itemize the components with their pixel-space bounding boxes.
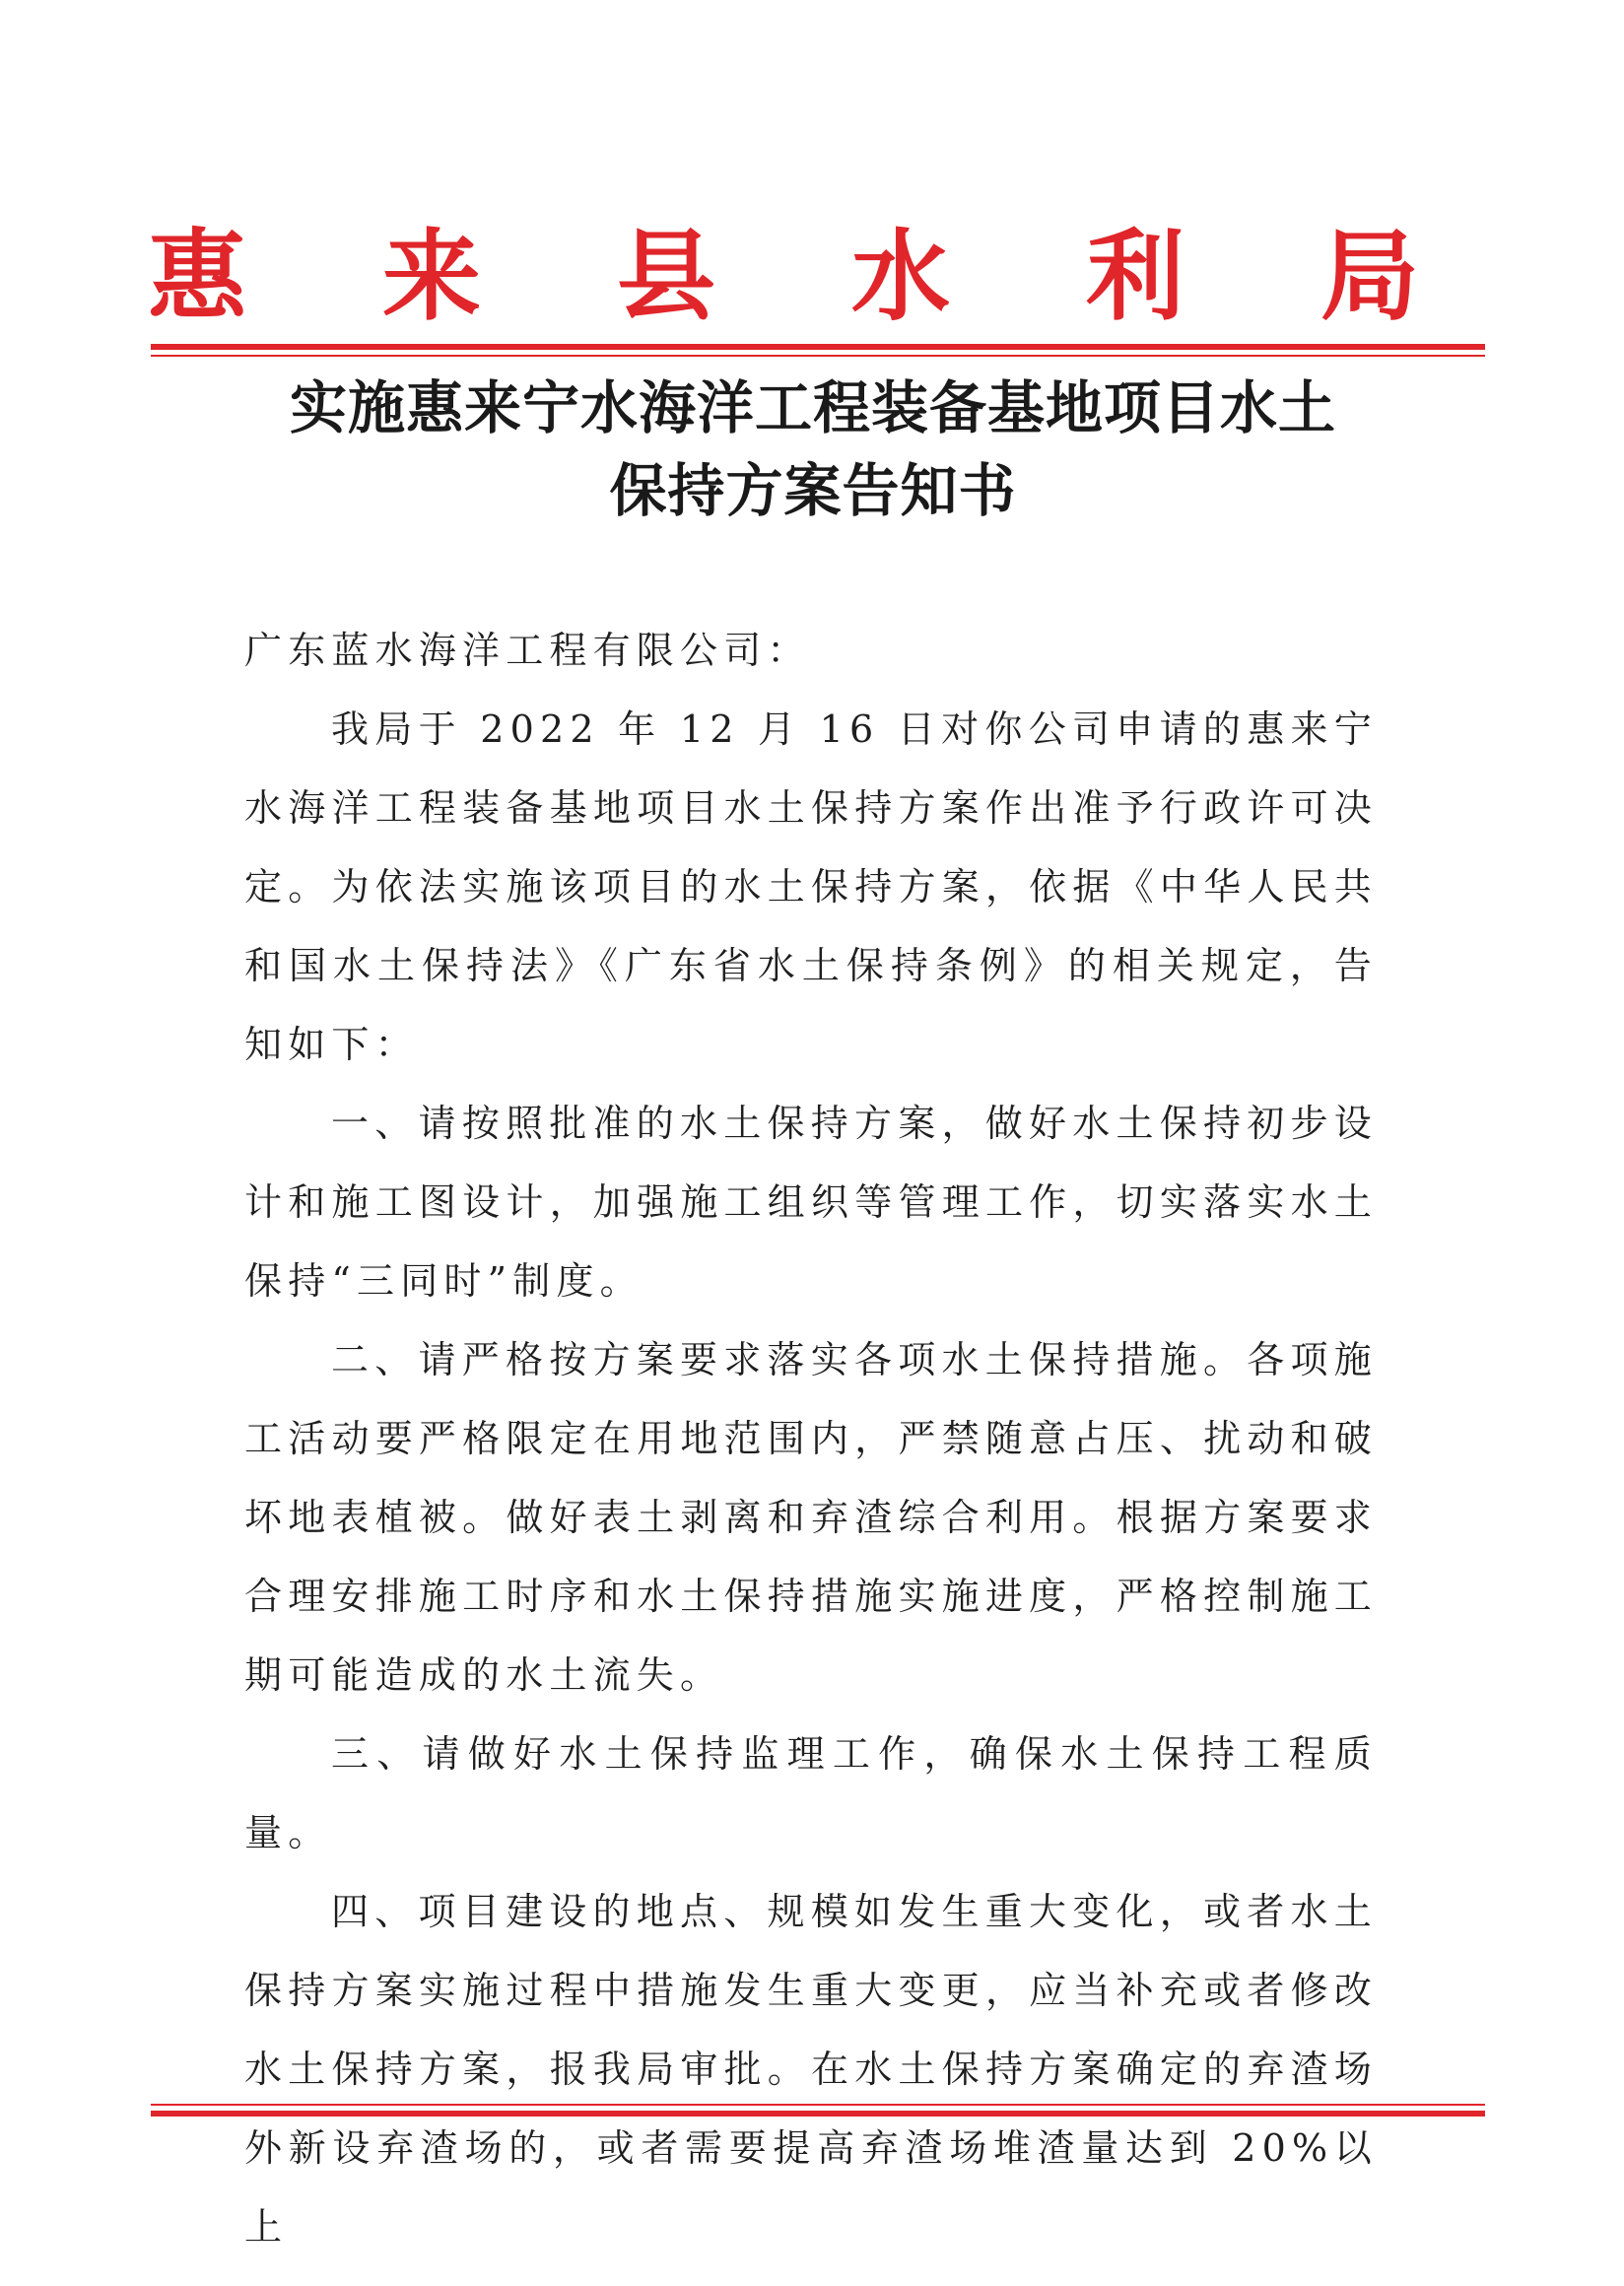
header-divider-thick bbox=[151, 344, 1485, 350]
body-paragraph-item-3: 三、请做好水土保持监理工作，确保水土保持工程质量。 bbox=[244, 1732, 1378, 1854]
document-body bbox=[244, 611, 1378, 2266]
letterhead-char: 局 bbox=[1320, 218, 1419, 334]
letterhead-char: 利 bbox=[1086, 218, 1184, 334]
body-paragraph-item-1: 一、请按照批准的水土保持方案，做好水土保持初步设计和施工图设计，加强施工组织等管理工作，切实落实水土保持“三同时”制度。 bbox=[244, 1102, 1378, 1303]
letterhead-char: 来 bbox=[382, 218, 481, 334]
footer-divider-thin bbox=[151, 2104, 1485, 2106]
header-divider-thin bbox=[151, 355, 1485, 357]
letterhead-issuer bbox=[148, 202, 1419, 350]
document-title-line-1: 实施惠来宁水海洋工程装备基地项目水土 bbox=[289, 374, 1336, 441]
document-title bbox=[177, 367, 1449, 532]
body-paragraph-item-2: 二、请严格按方案要求落实各项水土保持措施。各项施工活动要严格限定在用地范围内，严禁随意占压、扰动和破坏地表植被。做好表土剥离和弃渣综合利用。根据方案要求合理安排施工时序和水土保持措施实施进度，严格控制施工期可能造成的水土流失。 bbox=[244, 1338, 1378, 1697]
footer-divider-thick bbox=[151, 2111, 1485, 2117]
document-title-line-2: 保持方案告知书 bbox=[609, 457, 1017, 524]
letterhead-char: 水 bbox=[851, 218, 950, 334]
salutation: 广东蓝水海洋工程有限公司： bbox=[244, 629, 811, 672]
letterhead-char: 县 bbox=[617, 218, 715, 334]
body-paragraph-intro: 我局于 2022 年 12 月 16 日对你公司申请的惠来宁水海洋工程装备基地项目水土保持方案作出准予行政许可决定。为依法实施该项目的水土保持方案，依据《中华人民共和国水土保持法》《广东省水土保持条例》的相关规定，告知如下： bbox=[244, 707, 1378, 1066]
body-paragraph-item-4: 四、项目建设的地点、规模如发生重大变化，或者水土保持方案实施过程中措施发生重大变更，应当补充或者修改水土保持方案，报我局审批。在水土保持方案确定的弃渣场外新设弃渣场的，或者需要提高弃渣场堆渣量达到 20%以上 bbox=[244, 1890, 1378, 2249]
letterhead-char: 惠 bbox=[148, 218, 246, 334]
